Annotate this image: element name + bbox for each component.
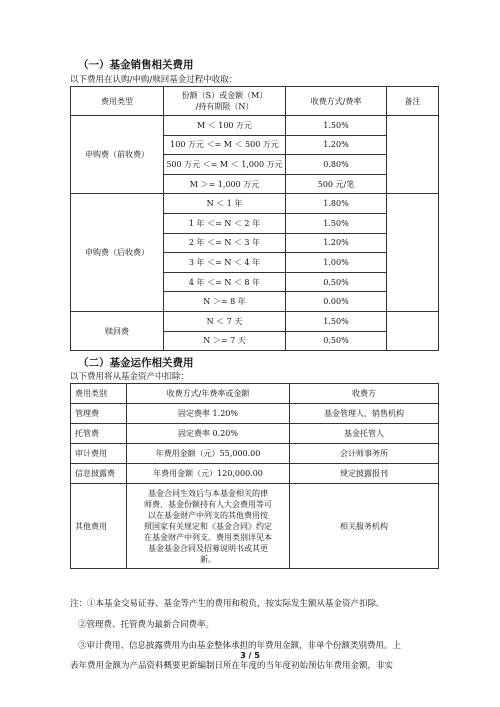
cond-cell: 500 万元 ＜= M ＜ 1,000 万元 bbox=[164, 155, 286, 175]
table-header-row bbox=[71, 87, 439, 116]
rate-cell: 1.20% bbox=[286, 233, 387, 253]
payee-cell: 相关服务机构 bbox=[290, 484, 439, 569]
cond-cell: M ＞= 1,000 万元 bbox=[164, 174, 286, 194]
method-cell bbox=[127, 484, 290, 569]
other-line: 基金合同生效后与本基金相关的律 bbox=[148, 488, 268, 498]
note-line: 表年费用金额为产品资料概要更新编制日所在年度的当年度初始预估年费用金额，非实 bbox=[70, 661, 394, 671]
section1-title: （一）基金销售相关费用 bbox=[78, 59, 194, 71]
header-amount-line2: /持有期限（N） bbox=[195, 102, 254, 111]
rate-cell: 1.50% bbox=[286, 311, 387, 331]
payee-cell: 基金管理人、销售机构 bbox=[290, 404, 439, 424]
table-row bbox=[71, 464, 439, 484]
cond-cell: 1 年 ＜= N ＜ 2 年 bbox=[164, 213, 286, 233]
payee-cell: 基金托管人 bbox=[290, 424, 439, 444]
rate-cell: 1.50% bbox=[286, 213, 387, 233]
table-row bbox=[71, 404, 439, 424]
method-cell: 固定费率 1.20% bbox=[127, 404, 290, 424]
cond-cell: 4 年 ＜= N ＜ 8 年 bbox=[164, 272, 286, 292]
header-method: 收费方式/年费率或金额 bbox=[127, 384, 290, 404]
cond-cell: 2 年 ＜= N ＜ 3 年 bbox=[164, 233, 286, 253]
cond-cell: 100 万元 ＜= M ＜ 500 万元 bbox=[164, 135, 286, 155]
table-row bbox=[71, 194, 439, 214]
category-cell: 信息披露费 bbox=[71, 464, 127, 484]
other-line: 照国家有关规定和《基金合同》约定 bbox=[144, 521, 272, 531]
sales-fee-table bbox=[70, 86, 439, 351]
rate-cell: 1.00% bbox=[286, 253, 387, 273]
back-fee-label: 申购费（后收费） bbox=[71, 194, 164, 312]
rate-cell: 0.00% bbox=[286, 292, 387, 312]
header-category: 费用类别 bbox=[71, 384, 127, 404]
remark-cell bbox=[387, 311, 439, 350]
method-cell: 固定费率 0.20% bbox=[127, 424, 290, 444]
rate-cell: 0.80% bbox=[286, 155, 387, 175]
rate-cell: 500 元/笔 bbox=[286, 174, 387, 194]
rate-cell: 1.50% bbox=[286, 116, 387, 136]
header-payee: 收费方 bbox=[290, 384, 439, 404]
note-line: 注：①本基金交易证券、基金等产生的费用和税负，按实际发生额从基金资产扣除。 bbox=[70, 599, 385, 609]
section2-desc: 以下费用将从基金资产中扣除： bbox=[70, 372, 190, 382]
table-row bbox=[71, 311, 439, 331]
section1-desc: 以下费用在认购/申购/赎回基金过程中收取： bbox=[70, 75, 238, 85]
header-rate: 收费方式/费率 bbox=[286, 87, 387, 116]
other-line: 新。 bbox=[200, 554, 216, 564]
operation-fee-table bbox=[70, 383, 439, 569]
payee-cell: 会计师事务所 bbox=[290, 444, 439, 464]
method-cell: 年费用金额（元）120,000.00 bbox=[127, 464, 290, 484]
header-fee-type: 费用类型 bbox=[71, 87, 164, 116]
front-fee-label: 申购费（前收费） bbox=[71, 116, 164, 194]
other-line: 在基金财产中列支。费用类别详见本 bbox=[144, 532, 272, 542]
category-cell: 管理费 bbox=[71, 404, 127, 424]
section2-title: （二）基金运作相关费用 bbox=[78, 357, 194, 369]
payee-cell: 规定披露报刊 bbox=[290, 464, 439, 484]
table-row bbox=[71, 116, 439, 136]
table-row bbox=[71, 484, 439, 569]
table-header-row bbox=[71, 384, 439, 404]
rate-cell: 0.50% bbox=[286, 331, 387, 351]
note-line: ②管理费、托管费为最新合同费率。 bbox=[78, 620, 215, 630]
cond-cell: 3 年 ＜= N ＜ 4 年 bbox=[164, 253, 286, 273]
note-line: ③审计费用、信息披露费用为由基金整体承担的年费用金额，非单个份额类别费用。上 bbox=[78, 641, 402, 651]
other-line: 基金基金合同及招募说明书或其更 bbox=[148, 543, 268, 553]
redeem-fee-label: 赎回费 bbox=[71, 311, 164, 350]
page-number: 3 / 5 bbox=[240, 651, 260, 660]
cond-cell: N ＜ 7 天 bbox=[164, 311, 286, 331]
header-remark: 备注 bbox=[387, 87, 439, 116]
remark-cell bbox=[387, 194, 439, 312]
table-row bbox=[71, 424, 439, 444]
category-cell: 托管费 bbox=[71, 424, 127, 444]
category-cell: 其他费用 bbox=[71, 484, 127, 569]
rate-cell: 0.50% bbox=[286, 272, 387, 292]
header-amount bbox=[164, 87, 286, 116]
table-row bbox=[71, 444, 439, 464]
other-line: 师费、基金份额持有人大会费用等可 bbox=[144, 499, 272, 509]
cond-cell: M ＜ 100 万元 bbox=[164, 116, 286, 136]
rate-cell: 1.20% bbox=[286, 135, 387, 155]
cond-cell: N ＜ 1 年 bbox=[164, 194, 286, 214]
cond-cell: N ＞= 8 年 bbox=[164, 292, 286, 312]
category-cell: 审计费用 bbox=[71, 444, 127, 464]
rate-cell: 1.80% bbox=[286, 194, 387, 214]
header-amount-line1: 份额（S）或金额（M） bbox=[181, 91, 268, 100]
method-cell: 年费用金额（元）55,000.00 bbox=[127, 444, 290, 464]
other-line: 以在基金财产中列支的其他费用按 bbox=[148, 510, 268, 520]
remark-cell bbox=[387, 116, 439, 194]
cond-cell: N ＞= 7 天 bbox=[164, 331, 286, 351]
